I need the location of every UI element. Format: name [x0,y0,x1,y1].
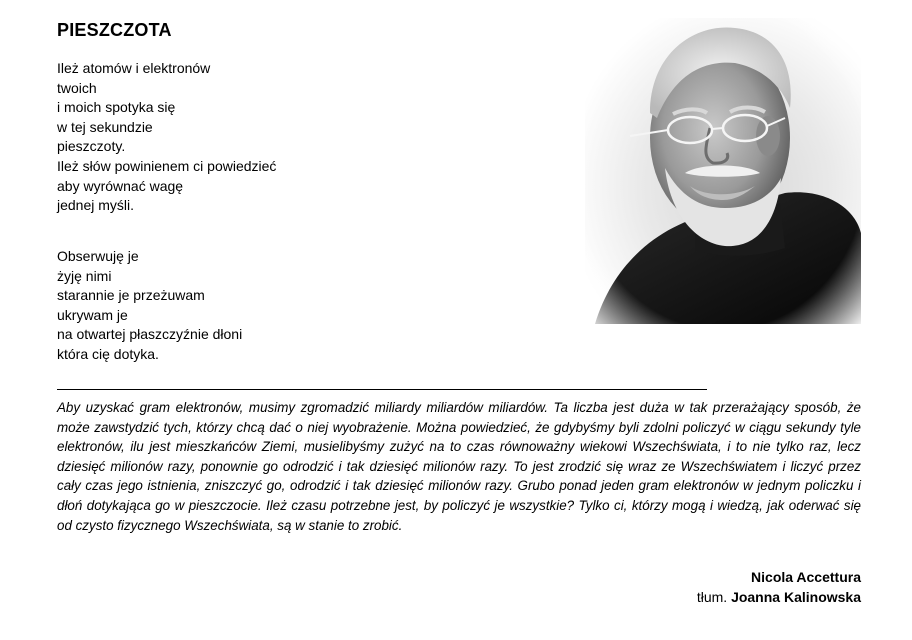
poem-line: która cię dotyka. [57,345,159,362]
poem-line: Obserwuję je [57,248,139,264]
author-portrait [585,18,861,324]
poem-line: i moich spotyka się [57,99,176,116]
poem-line: aby wyrównać wagę [57,177,184,194]
translator-prefix: tłum. [696,589,728,605]
section-divider [57,389,707,390]
poem-line: twoich [57,79,97,96]
explanatory-note: Aby uzyskać gram elektronów, musimy zgromadzić miliardy miliardów miliardów. Ta liczba jest duża w tak przerażający sposób, że może zawstydzić tych, którzy chcą dać o niej wyobrażenie. Można powiedzieć, że gdybyśmy byli zdolni policzyć w ciągu sekundy tyle elektronów, ilu jest mieszkańców Ziemi, musielibyśmy zużyć na to czas równoważny wiekowi Wszechświata, i to nie tylko raz, lecz dziesięć milionów razy, ponownie go odrodzić i tak dziesięć milionów razy. To jest zrodzić się wraz ze Wszechświatem i liczyć przez cały czas jego istnienia, zniszczyć go, odrodzić i tak dziesięć milionów razy. Grubo ponad jeden gram elektronów w jednym policzku i dłoń dotykająca go w pieszczocie. Ileż czasu potrzebne jest, by policzyć je wszystkie? Tylko ci, którzy mogą i wiedzą, jak oderwać się od czysto fizycznego Wszechświata, są w stanie to zrobić. [57,400,861,533]
translator-name: Joanna Kalinowska [731,589,861,605]
author-name: Nicola Accettura [751,569,861,585]
poem-line: w tej sekundzie [57,118,153,135]
poem-line: żyję nimi [57,267,112,284]
credits [697,567,861,607]
poem-line: na otwartej płaszczyźnie dłoni [57,326,243,343]
poem-line: Ileż słów powinienem ci powiedzieć [57,157,277,174]
poem-title: PIESZCZOTA [57,20,172,40]
poem-line: Ileż atomów i elektronów [57,60,211,76]
poem-stanza-2 [57,247,242,365]
poem-line: ukrywam je [57,306,128,323]
poem-stanza-1 [57,59,276,216]
poem-line: jednej myśli. [57,197,135,214]
translator-line [697,587,861,607]
poem-line: starannie je przeżuwam [57,287,205,304]
poem-line: pieszczoty. [57,138,126,155]
